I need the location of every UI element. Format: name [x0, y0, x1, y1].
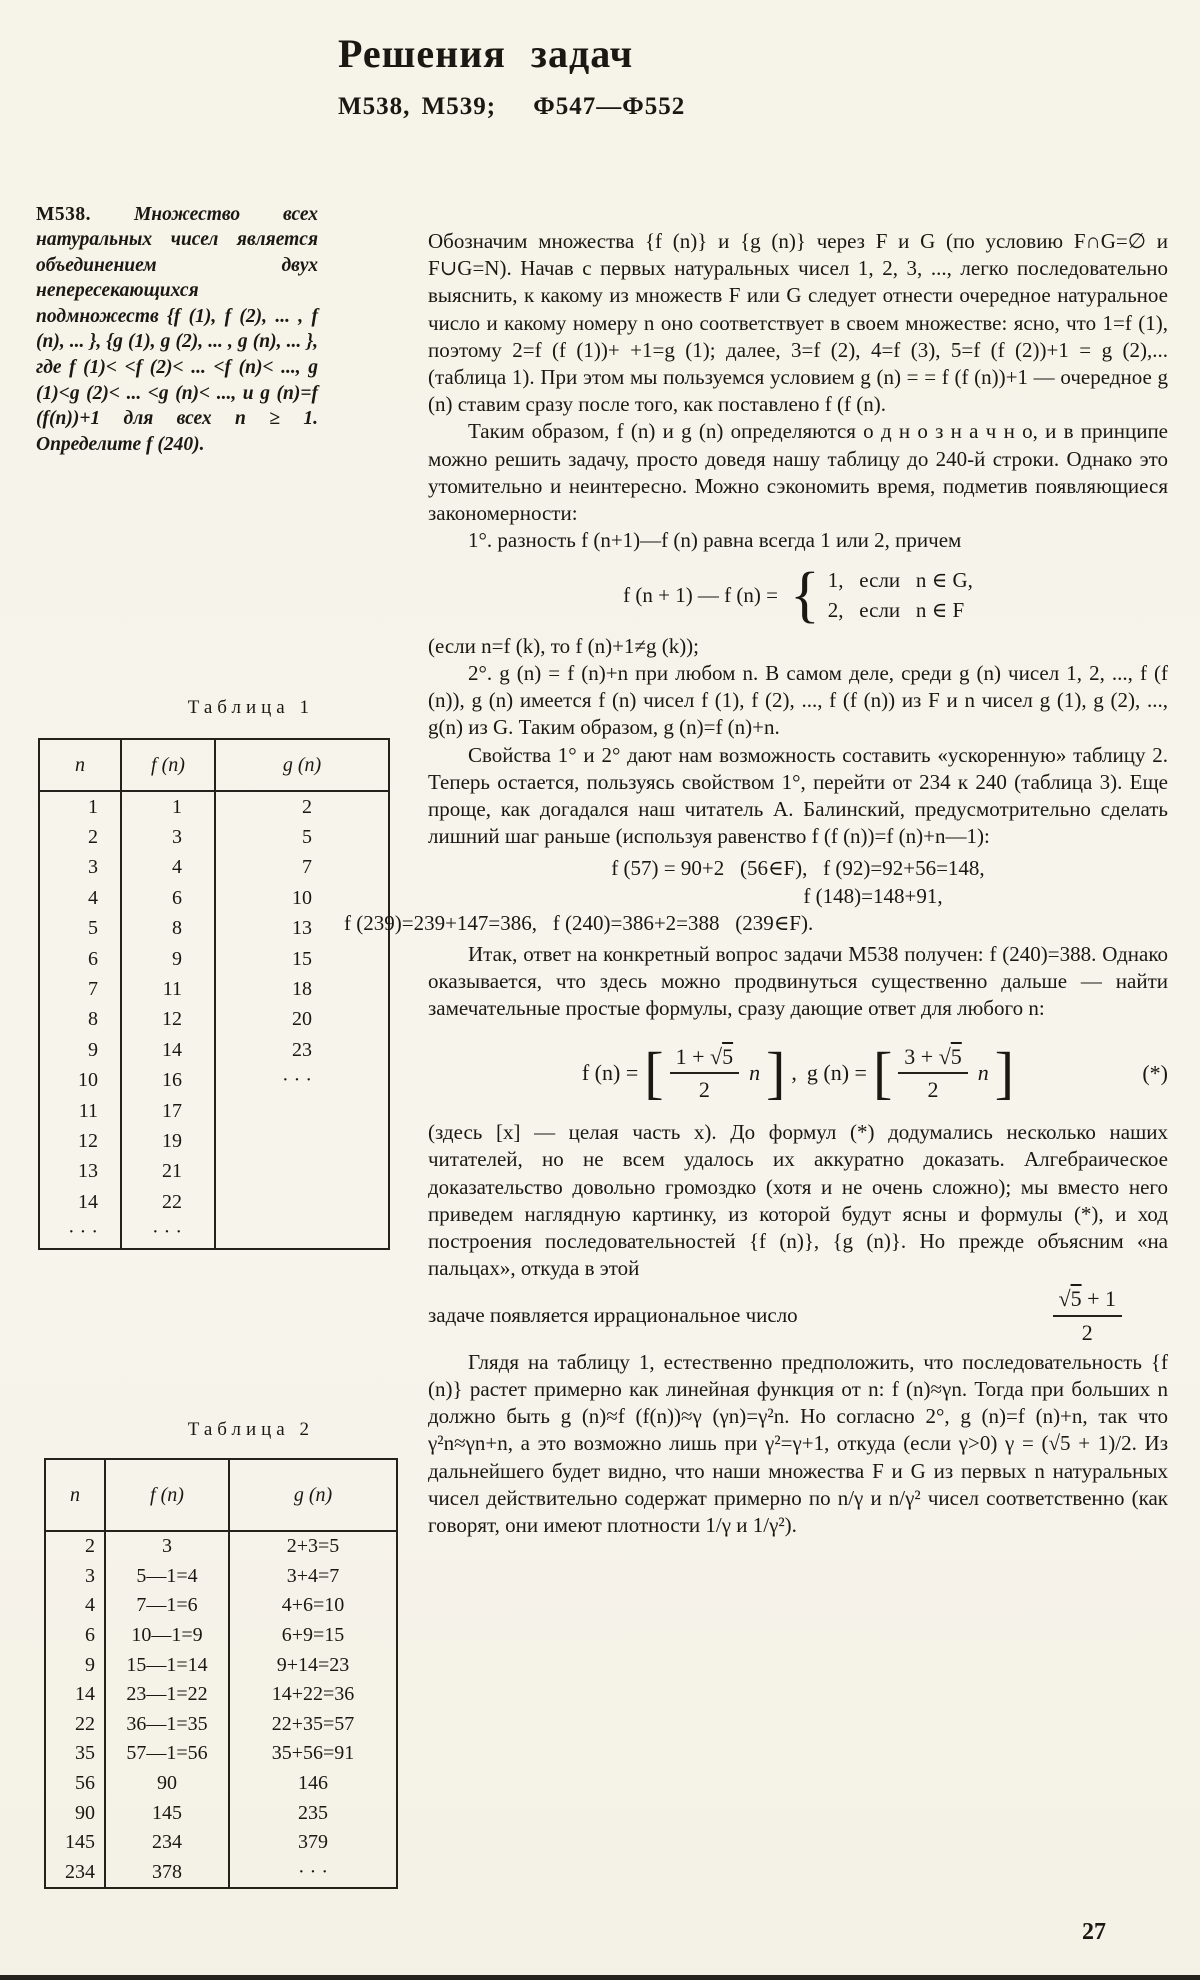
table-cell: 2: [302, 795, 312, 818]
solution-paragraph-4: (если n=f (k), то f (n)+1≠g (k));: [428, 633, 700, 658]
table-cell: [216, 1187, 388, 1217]
cases-formula: [428, 561, 1168, 630]
g-formula: [806, 1039, 1015, 1105]
table-cell: · · ·: [122, 1217, 216, 1247]
cases-rows: [828, 567, 973, 623]
table1-header-gn: g (n): [216, 740, 388, 792]
table-cell: 10—1=9: [106, 1621, 230, 1651]
table-cell: 7: [302, 856, 312, 879]
solution-paragraph-7: Итак, ответ на конкретный вопрос задачи М538 получен: f (240)=388. Однако оказывается, что здесь можно продвинуться существенно дальше — найти замечательные простые формулы, сразу дающие ответ для любого n:: [428, 942, 1168, 1021]
table-cell: 14+22=36: [271, 1683, 355, 1706]
table-cell: 9+14=23: [276, 1653, 350, 1676]
equation-line-2: f (148)=148+91,: [803, 883, 943, 908]
equation-line-1: f (57) = 90+2 (56∈F), f (92)=92+56=148,: [611, 856, 985, 881]
table-cell: 3: [106, 1532, 230, 1562]
table-cell: 6: [122, 883, 216, 913]
table1-header-fn: f (n): [122, 740, 216, 792]
f-formula: [581, 1039, 797, 1105]
sqrt-sign: √: [938, 1043, 951, 1069]
table-cell: 19: [122, 1126, 216, 1156]
table-cell: 4+6=10: [281, 1594, 345, 1617]
left-bracket: [: [644, 1039, 664, 1105]
table2-header-n: n: [46, 1460, 106, 1532]
table-cell: 36—1=35: [106, 1710, 230, 1740]
table2-header-gn: g (n): [230, 1460, 396, 1532]
table-cell: 35: [46, 1739, 106, 1769]
radicand: 5: [1070, 1286, 1082, 1312]
table-cell: 6: [40, 944, 122, 974]
table-cell: 5—1=4: [106, 1562, 230, 1592]
table-cell: 145: [106, 1798, 230, 1828]
table-cell: 17: [122, 1096, 216, 1126]
sqrt-sign: √: [1058, 1286, 1071, 1312]
table-cell: 4: [40, 883, 122, 913]
f-multiplier: n: [749, 1060, 761, 1086]
table-cell: 10: [292, 886, 312, 909]
table-cell: 145: [46, 1828, 106, 1858]
table-cell: [216, 1217, 388, 1247]
g-num-prefix: 3 +: [904, 1043, 934, 1069]
irr-denominator: 2: [1053, 1315, 1123, 1346]
table-cell: 10: [40, 1066, 122, 1096]
case-row-2: 2, если n ∈ F: [827, 597, 965, 622]
masthead: [338, 30, 685, 121]
problem-label: М538.: [36, 203, 92, 225]
g-denominator: 2: [898, 1072, 968, 1103]
table-cell: 5: [302, 826, 312, 849]
table-2: [44, 1458, 398, 1889]
solution-paragraph-1: Обозначим множества {f (n)} и {g (n)} через F и G (по условию F∩G=∅ и F∪G=N). Начав с первых натуральных чисел 1, 2, 3, ..., легко последовательно выяснить, к какому из множеств F или G следует отнести очередное натуральное число и какому номеру n оно соответствует в своем множестве: ясно, что 1=f (1), поэтому 2=f (f (1))+ +1=g (1); далее, 3=f (2), 4=f (3), 5=f (f (2))+1 = g (2),... (таблица 1). При этом мы пользуемся условием g (n) = = f (f (n))+1 — очередное g (n) ставим сразу после того, как поставлено f (f (n).: [428, 229, 1168, 417]
closed-form-formula: [428, 1039, 1168, 1105]
table-cell: 378: [106, 1858, 230, 1888]
table-cell: 1: [122, 792, 216, 822]
table-cell: 12: [40, 1126, 122, 1156]
g-fraction: [898, 1043, 968, 1103]
table-cell: [216, 1157, 388, 1187]
table-cell: 13: [40, 1157, 122, 1187]
table1-header-n: n: [40, 740, 122, 792]
table-cell: 9: [40, 1035, 122, 1065]
table-cell: 234: [46, 1858, 106, 1888]
solution-property-1: 1°. разность f (n+1)—f (n) равна всегда 1 или 2, причем: [468, 528, 962, 553]
solution-paragraph-9: Глядя на таблицу 1, естественно предположить, что последовательность {f (n)} растет примерно как линейная функция от n: f (n)≈γn. Тогда при больших n должно быть g (n)≈f (f(n))≈γ (γn)=γ²n. Но согласно 2°, g (n)=f (n)+n, так что γ²n≈γn+n, а это возможно лишь при γ²=γ+1, откуда (если γ>0) γ = (√5 + 1)/2. Из дальнейшего будет видно, что наши множества F и G из первых n натуральных чисел действительно содержат примерно по n/γ и n/γ² чисел соответственно (как говорят, они имеют плотности 1/γ и 1/γ²).: [428, 1349, 1168, 1537]
f-num-prefix: 1 +: [675, 1043, 705, 1069]
table-cell: · · ·: [298, 1860, 328, 1883]
solution-property-2: 2°. g (n) = f (n)+n при любом n. В самом деле, среди g (n) чисел 1, 2, ..., f (f (n)), g (n) имеется f (n) чисел f (1), f (2), ..., f (f (n)) из F и n чисел g (1), g (2), ..., g(n) из G. Таким образом, g (n)=f (n)+n.: [428, 661, 1168, 740]
table-cell: 16: [122, 1066, 216, 1096]
table-cell: · · ·: [282, 1069, 312, 1092]
g-multiplier: n: [977, 1060, 989, 1086]
irr-numerator: [1053, 1285, 1123, 1314]
g-lhs: g (n) =: [806, 1060, 867, 1086]
table-1: [38, 738, 390, 1250]
table-cell: 235: [298, 1801, 328, 1824]
right-bracket: ]: [994, 1039, 1015, 1105]
table-cell: 23: [292, 1038, 312, 1061]
table-cell: 22+35=57: [271, 1712, 355, 1735]
table-cell: [216, 1126, 388, 1156]
sqrt-sign: √: [710, 1043, 723, 1069]
table-cell: 90: [46, 1798, 106, 1828]
table-cell: 1: [40, 792, 122, 822]
radicand: 5: [722, 1043, 734, 1069]
table-cell: [216, 1096, 388, 1126]
cases-lhs: f (n + 1) — f (n) =: [623, 583, 779, 608]
table-cell: 3: [122, 822, 216, 852]
table-cell: 6: [46, 1621, 106, 1651]
f-fraction: [670, 1043, 740, 1103]
table-cell: 6+9=15: [281, 1624, 345, 1647]
f-numerator: [670, 1043, 740, 1072]
table1-caption: Таблица 1: [187, 697, 314, 718]
table-cell: 15—1=14: [106, 1650, 230, 1680]
f-lhs: f (n) =: [581, 1060, 639, 1086]
table2-header-fn: f (n): [106, 1460, 230, 1532]
table-cell: 22: [122, 1187, 216, 1217]
table-cell: 9: [122, 944, 216, 974]
table-cell: 14: [46, 1680, 106, 1710]
right-bracket: ]: [766, 1039, 786, 1105]
table-cell: 35+56=91: [271, 1742, 355, 1765]
table-cell: 7: [40, 974, 122, 1004]
table-cell: 2: [46, 1532, 106, 1562]
table-cell: 4: [46, 1591, 106, 1621]
comma: ,: [791, 1060, 797, 1086]
table-cell: 3: [46, 1562, 106, 1592]
solution-column: [344, 228, 1168, 1539]
table-cell: 9: [46, 1650, 106, 1680]
table-cell: 23—1=22: [106, 1680, 230, 1710]
page-number: 27: [1082, 1919, 1106, 1945]
table-cell: 14: [122, 1035, 216, 1065]
table-cell: 56: [46, 1769, 106, 1799]
equation-line-3: f (239)=239+147=386, f (240)=386+2=388 (239∈F).: [344, 910, 814, 935]
page-title: Решения задач: [338, 31, 634, 76]
page-subtitle: М538, М539; Ф547—Ф552: [338, 93, 686, 120]
table-cell: 90: [106, 1769, 230, 1799]
table-cell: 3: [40, 853, 122, 883]
table-cell: 4: [122, 853, 216, 883]
cases-brace: {: [790, 561, 820, 630]
solution-paragraph-8: (здесь [x] — целая часть x). До формул (*) додумались несколько наших читателей, но не всем удалось их аккуратно доказать. Алгебраическое доказательство довольно громоздко (хотя и не очень сложно); мы вместо него приведем наглядную картинку, из которой будут ясны и формулы (*), и ход построения последовательностей {f (n)}, {g (n)}. Но прежде объясним «на пальцах», откуда в этой: [428, 1120, 1168, 1281]
irrational-fraction: [1053, 1285, 1123, 1345]
table-cell: 57—1=56: [106, 1739, 230, 1769]
problem-text: Множество всех натуральных чисел является объединением двух непересекающихся подмножеств {f (1), f (2), ... , f (n), ... }, {g (1), g (2), ... , g (n), ... }, где f (1)< <f (2)< ... <f (n)< ..., g (1)<g (2)< ... <g (n)< ..., и g (n)=f (f(n))+1 для всех n ≥ 1. Определите f (240).: [36, 203, 319, 455]
table-cell: 12: [122, 1005, 216, 1035]
table-cell: 11: [40, 1096, 122, 1126]
table-cell: 234: [106, 1828, 230, 1858]
table-cell: 5: [40, 914, 122, 944]
table-cell: 8: [122, 914, 216, 944]
table-cell: 15: [292, 947, 312, 970]
table-cell: 11: [122, 974, 216, 1004]
irrational-number-line: [428, 1285, 1168, 1345]
table-cell: 379: [298, 1831, 328, 1854]
table-cell: · · ·: [40, 1217, 122, 1247]
formula-star-tag: (*): [1142, 1060, 1168, 1086]
table-cell: 2+3=5: [286, 1535, 340, 1558]
computation-equations: [344, 855, 1168, 937]
solution-paragraph-6: Свойства 1° и 2° дают нам возможность составить «ускоренную» таблицу 2. Теперь остается, пользуясь свойством 1°, перейти от 234 к 240 (таблица 3). Еще проще, как догадался наш читатель А. Балинский, предусмотрительно сделать лишний шаг раньше (используя равенство f (f (n))=f (n)+n—1):: [428, 742, 1168, 849]
f-denominator: 2: [670, 1072, 740, 1103]
irr-num-suffix: + 1: [1081, 1286, 1116, 1312]
scan-edge-bar: [0, 1975, 1200, 1980]
table-cell: 20: [292, 1008, 312, 1031]
table-cell: 2: [40, 822, 122, 852]
table-cell: 7—1=6: [106, 1591, 230, 1621]
table-cell: 8: [40, 1005, 122, 1035]
table-cell: 14: [40, 1187, 122, 1217]
case-row-1: 1, если n ∈ G,: [827, 568, 973, 593]
table-cell: 21: [122, 1157, 216, 1187]
irrational-line-text: задаче появляется иррациональное число: [428, 1302, 798, 1327]
problem-statement: [36, 202, 318, 458]
g-numerator: [898, 1043, 968, 1072]
table-cell: 3+4=7: [286, 1564, 340, 1587]
table-cell: 146: [298, 1772, 328, 1795]
table-cell: 18: [292, 978, 312, 1001]
table2-caption: Таблица 2: [187, 1419, 314, 1440]
left-bracket: [: [872, 1039, 893, 1105]
solution-paragraph-2: Таким образом, f (n) и g (n) определяются о д н о з н а ч н о, и в принципе можно решить задачу, просто доведя нашу таблицу до 240-й строки. Однако это утомительно и неинтересно. Можно сэкономить время, подметив появляющиеся закономерности:: [428, 419, 1168, 526]
table-cell: 13: [292, 917, 312, 940]
table-cell: 22: [46, 1710, 106, 1740]
radicand: 5: [950, 1043, 962, 1069]
